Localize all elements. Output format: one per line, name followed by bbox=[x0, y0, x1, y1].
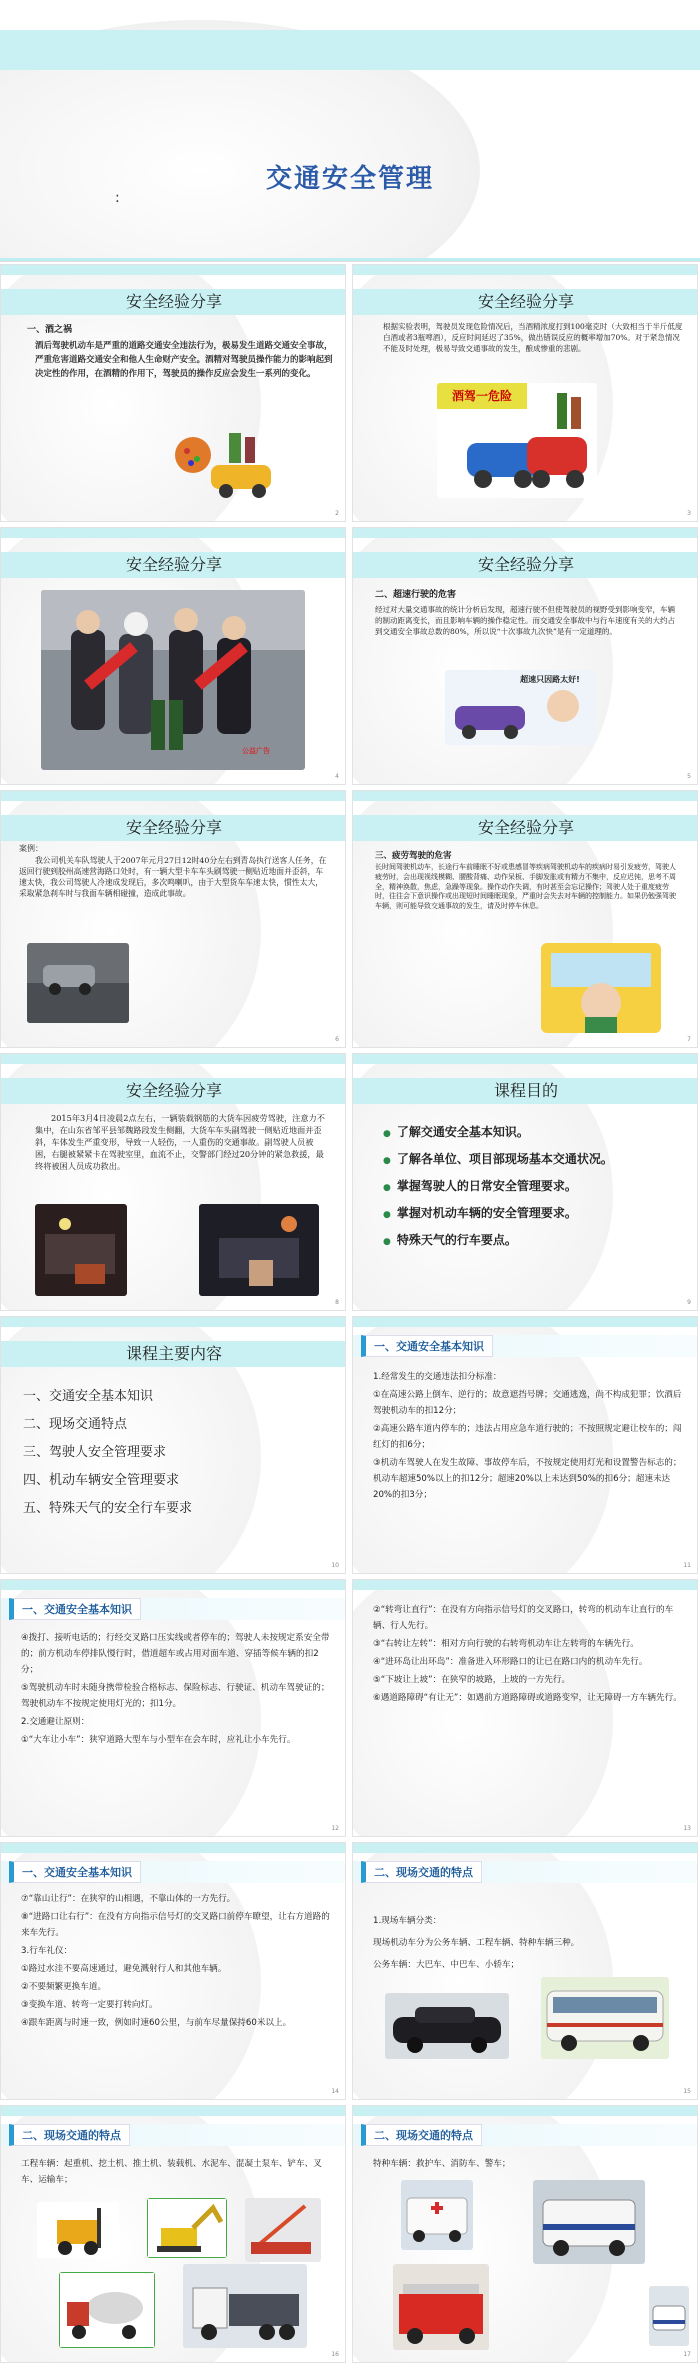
case-label: 案例： bbox=[19, 844, 43, 853]
page-number: 4 bbox=[335, 773, 339, 780]
slide-title: 课程目的 bbox=[493, 1081, 558, 1100]
list-item: ● 特殊天气的行车要点。 bbox=[383, 1228, 693, 1255]
slide-9 bbox=[352, 1053, 698, 1311]
slide-text bbox=[373, 1602, 683, 1708]
slide-text bbox=[21, 2156, 333, 2190]
slide-text: 我公司机关车队驾驶人于2007年元月27日12时40分左右到青岛执行送客人任务，在返回行驶到胶州高速营海路口处时，有一辆大型卡车车头刷驾驶一侧贴近地面并歪斜，车速太快，我公司驾驶人冷速成发现后，多次鸣喇叭，由于大型货车车速太快，惯性太大，采取紧急刹车时与我面车辆相碰撞，造成此事故。 bbox=[19, 856, 327, 898]
slide-heading: 二、超速行驶的危害 bbox=[375, 590, 457, 600]
fire-truck-photo bbox=[393, 2264, 489, 2350]
list-item: ● 了解交通安全基本知识。 bbox=[383, 1120, 693, 1147]
page-number: 13 bbox=[683, 1825, 691, 1832]
forklift-photo bbox=[37, 2202, 119, 2258]
text-line: ②不要频繁更换车道。 bbox=[21, 1982, 107, 1992]
text-line: ⑥遇道路障碍“有让无”：如遇前方道路障碍或道路变窄，让无障碍一方车辆先行。 bbox=[373, 1693, 682, 1703]
presentation-title: 交通安全管理 bbox=[265, 164, 434, 194]
slide-text: 酒后驾驶机动车是严重的道路交通安全违法行为，极易发生道路交通安全事故，严重危害道路交通安全和他人生命财产安全。酒精对驾驶员操作能力的影响起到决定性的作用，在酒精的作用下，驾驶员的操作反应会发生一系列的变化。 bbox=[35, 341, 333, 379]
text-line: 1.经常发生的交通违法扣分标准： bbox=[373, 1372, 502, 1382]
slide-title: 安全经验分享 bbox=[125, 292, 222, 311]
speeding-caption: 超速只因路太好! bbox=[520, 675, 580, 684]
footer-band bbox=[0, 258, 700, 262]
slide-title: 安全经验分享 bbox=[125, 1081, 222, 1100]
page-number: 12 bbox=[331, 1825, 339, 1832]
text-line: 工程车辆：起重机、挖土机、推土机、装载机、水泥车、混凝土泵车、铲车、叉车、运输车； bbox=[21, 2159, 322, 2185]
page-number: 9 bbox=[687, 1299, 691, 1306]
objectives-list bbox=[383, 1120, 693, 1255]
slide-title: 安全经验分享 bbox=[125, 555, 222, 574]
section-heading: 一、交通安全基本知识 bbox=[9, 1598, 141, 1620]
slide-16 bbox=[0, 2105, 346, 2363]
night-accident-photo-2 bbox=[199, 1204, 319, 1296]
text-line: ⑦“靠山让行”：在狭窄的山相遇，不靠山体的一方先行。 bbox=[21, 1894, 236, 1904]
slide-8 bbox=[0, 1053, 346, 1311]
text-line: 现场机动车分为公务车辆、工程车辆、特种车辆三种。 bbox=[373, 1938, 580, 1948]
list-item: 五、特殊天气的安全行车要求 bbox=[23, 1501, 193, 1516]
slide-text bbox=[373, 1911, 683, 1977]
slide-11 bbox=[352, 1316, 698, 1574]
police-van-photo bbox=[533, 2180, 645, 2264]
section-heading: 一、交通安全基本知识 bbox=[361, 1335, 493, 1357]
text-line: ①“大车让小车”：狭窄道路大型车与小型车在会车时，应礼让小车先行。 bbox=[21, 1735, 296, 1745]
page-number: 2 bbox=[335, 510, 339, 517]
slide-title: 安全经验分享 bbox=[477, 818, 574, 837]
text-line: ①路过水洼不要高速通过，避免溅射行人和其他车辆。 bbox=[21, 1964, 227, 1974]
text-line: 2.交通避让原则： bbox=[21, 1717, 90, 1727]
drunk-driving-campaign-photo bbox=[41, 590, 305, 770]
slide-14 bbox=[0, 1842, 346, 2100]
slide-10 bbox=[0, 1316, 346, 1574]
header-band bbox=[0, 30, 700, 70]
section-heading: 二、现场交通的特点 bbox=[361, 1861, 482, 1883]
concrete-pump-truck-photo bbox=[245, 2198, 321, 2262]
title-slide bbox=[0, 0, 700, 262]
slide-title: 安全经验分享 bbox=[477, 555, 574, 574]
slide-5 bbox=[352, 527, 698, 785]
slide-heading: 三、疲劳驾驶的危害 bbox=[375, 851, 452, 861]
slide-text: 经过对大量交通事故的统计分析后发现，超速行驶不但使驾驶员的视野受到影响变窄，车辆的制动距离变长，而且影响车辆的操作稳定性。而交通安全事故中与行车速度有关的大约占到交通安全事故总数的80%，所以说“十次事故九次快”是有一定道理的。 bbox=[375, 605, 675, 636]
fatigue-driving-cartoon bbox=[541, 943, 661, 1033]
slide-13 bbox=[352, 1579, 698, 1837]
danger-banner: 酒驾一危险 bbox=[451, 389, 512, 403]
slide-12 bbox=[0, 1579, 346, 1837]
list-item: 三、驾驶人安全管理要求 bbox=[23, 1445, 167, 1460]
slide-heading: 一、酒之祸 bbox=[27, 325, 73, 335]
text-line: ①在高速公路上倒车、逆行的；故意遮挡号牌；交通逃逸，尚不构成犯罪；饮酒后驾驶机动车的扣12分； bbox=[373, 1390, 682, 1416]
page-number: 16 bbox=[331, 2351, 339, 2358]
excavator-photo bbox=[147, 2198, 227, 2258]
page-number: 14 bbox=[331, 2088, 339, 2095]
subtitle-colon: : bbox=[115, 190, 120, 206]
page-number: 8 bbox=[335, 1299, 339, 1306]
accident-photo bbox=[27, 943, 129, 1023]
page-number: 3 bbox=[687, 510, 691, 517]
police-car-photo bbox=[649, 2286, 689, 2346]
text-line: ②高速公路车道内停车的；违法占用应急车道行驶的；不按照规定避让校车的；闯红灯的扣6分； bbox=[373, 1424, 682, 1450]
slide-text bbox=[373, 1369, 683, 1505]
text-line: ⑧“进路口让右行”：在没有方向指示信号灯的交叉路口前停车瞭望，让右方道路的来车先行。 bbox=[21, 1912, 330, 1938]
ambulance-photo bbox=[401, 2180, 473, 2250]
page-number: 17 bbox=[683, 2351, 691, 2358]
section-heading: 一、交通安全基本知识 bbox=[9, 1861, 141, 1883]
sedan-photo bbox=[385, 1993, 509, 2059]
slide-text bbox=[373, 2156, 685, 2174]
list-item: ● 了解各单位、项目部现场基本交通状况。 bbox=[383, 1147, 693, 1174]
text-line: ④拨打、接听电话的；行经交叉路口压实线或者停车的；驾驶人未按规定系安全带的；前方机动车停排队慢行时，借道超车或占用对面车道、穿插等候车辆的扣2分； bbox=[21, 1633, 330, 1675]
list-item: 二、现场交通特点 bbox=[23, 1417, 128, 1432]
course-contents-list bbox=[23, 1383, 333, 1523]
slide-7 bbox=[352, 790, 698, 1048]
dump-truck-photo bbox=[183, 2264, 307, 2348]
slide-text: 长时间驾驶机动车，长途行车前睡眠不好或患感冒等疾病驾驶机动车的疾病时易引发疲劳，驾驶人疲劳时，会出现视线模糊、腰酸背痛、动作呆板、手脚发胀或有精力不集中，反应迟钝，思考不周全，精神涣散，焦虑，急躁等现象。操作动作失调，有时甚至会忘记操作；驾驶人处于重度疲劳时，往往会下意识操作或出现短时间睡眠现象，严重时会失去对车辆的控制能力。如果仍勉强驾驶车辆，则可能导致交通事故的发生，请及时停车休息。 bbox=[375, 863, 676, 911]
section-heading: 二、现场交通的特点 bbox=[9, 2124, 130, 2146]
text-line: 3.行车礼仪： bbox=[21, 1946, 73, 1956]
text-line: ⑤驾驶机动车时未随身携带检验合格标志、保险标志、行驶证、机动车驾驶证的；驾驶机动车不按规定使用灯光的；扣1分。 bbox=[21, 1683, 330, 1709]
text-line: ③“右转让左转”：相对方向行驶的右转弯机动车让左转弯的车辆先行。 bbox=[373, 1639, 639, 1649]
list-item: ● 掌握驾驶人的日常安全管理要求。 bbox=[383, 1174, 693, 1201]
text-line: ③机动车驾驶人在发生故障、事故停车后，不按规定使用灯光和设置警告标志的；机动车超速50%以上的扣12分；超速20%以上未达到50%的扣6分；超速未达20%的扣3分； bbox=[373, 1458, 682, 1500]
page-number: 11 bbox=[683, 1562, 691, 1569]
page-number: 7 bbox=[687, 1036, 691, 1043]
slide-4 bbox=[0, 527, 346, 785]
text-line: 公务车辆：大巴车、中巴车、小轿车； bbox=[373, 1960, 520, 1970]
mixer-truck-photo bbox=[59, 2272, 155, 2348]
text-line: ⑤“下坡让上坡”：在狭窄的坡路，上坡的一方先行。 bbox=[373, 1675, 571, 1685]
text-line: ②“转弯让直行”：在没有方向指示信号灯的交叉路口，转弯的机动车让直行的车辆、行人先行。 bbox=[373, 1605, 674, 1631]
photo-watermark: 公益广告 bbox=[242, 747, 270, 755]
slide-text bbox=[21, 1891, 333, 2033]
slide-2 bbox=[0, 264, 346, 522]
slide-title: 安全经验分享 bbox=[477, 292, 574, 311]
slide-text: 2015年3月4日凌晨2点左右，一辆装载钢筋的大货车因疲劳驾驶，注意力不集中，在山东省邹平县邹魏路段发生侧翻，大货车车头副驾驶一侧贴近地面并歪斜，车体发生严重变形，导致一人轻伤，一人重伤的交通事故。副驾驶人员被困，右腿被紧紧卡在驾驶室里，血流不止，交警部门经过20分钟的紧急救援，最终将被困人员成功救出。 bbox=[35, 1113, 325, 1171]
section-heading: 二、现场交通的特点 bbox=[361, 2124, 482, 2146]
page-number: 6 bbox=[335, 1036, 339, 1043]
slide-title: 课程主要内容 bbox=[125, 1344, 222, 1363]
slide-text bbox=[21, 1630, 331, 1750]
text-line: 特种车辆：救护车、消防车、警车； bbox=[373, 2159, 511, 2169]
slide-title: 安全经验分享 bbox=[125, 818, 222, 837]
slide-15 bbox=[352, 1842, 698, 2100]
drunk-driving-illustration bbox=[171, 425, 281, 505]
text-line: ④“进环岛让出环岛”：准备进入环形路口的让已在路口内的机动车先行。 bbox=[373, 1657, 648, 1667]
list-item: ● 掌握对机动车辆的安全管理要求。 bbox=[383, 1201, 693, 1228]
slide-text: 根据实验表明，驾驶员发现危险情况后，当酒精浓度打到100毫克时（大致相当于半斤低度白酒或者3瓶啤酒），反应时间延迟了35%，做出错误反应的概率增加70%。对于紧急情况不能及时处理，极易导致交通事故的发生，酿成惨重的悲剧。 bbox=[383, 322, 683, 353]
slide-3 bbox=[352, 264, 698, 522]
page-number: 15 bbox=[683, 2088, 691, 2095]
slide-6 bbox=[0, 790, 346, 1048]
minibus-photo bbox=[541, 1977, 669, 2059]
text-line: ③变换车道、转弯一定要打转向灯。 bbox=[21, 2000, 158, 2010]
page-number: 10 bbox=[331, 1562, 339, 1569]
night-accident-photo-1 bbox=[35, 1204, 127, 1296]
text-line: ④跟车距离与时速一致，例如时速60公里，与前车尽量保持60米以上。 bbox=[21, 2018, 292, 2028]
text-line: 1.现场车辆分类： bbox=[373, 1916, 442, 1926]
list-item: 一、交通安全基本知识 bbox=[23, 1389, 154, 1404]
list-item: 四、机动车辆安全管理要求 bbox=[23, 1473, 180, 1488]
page-number: 5 bbox=[687, 773, 691, 780]
slide-17 bbox=[352, 2105, 698, 2363]
